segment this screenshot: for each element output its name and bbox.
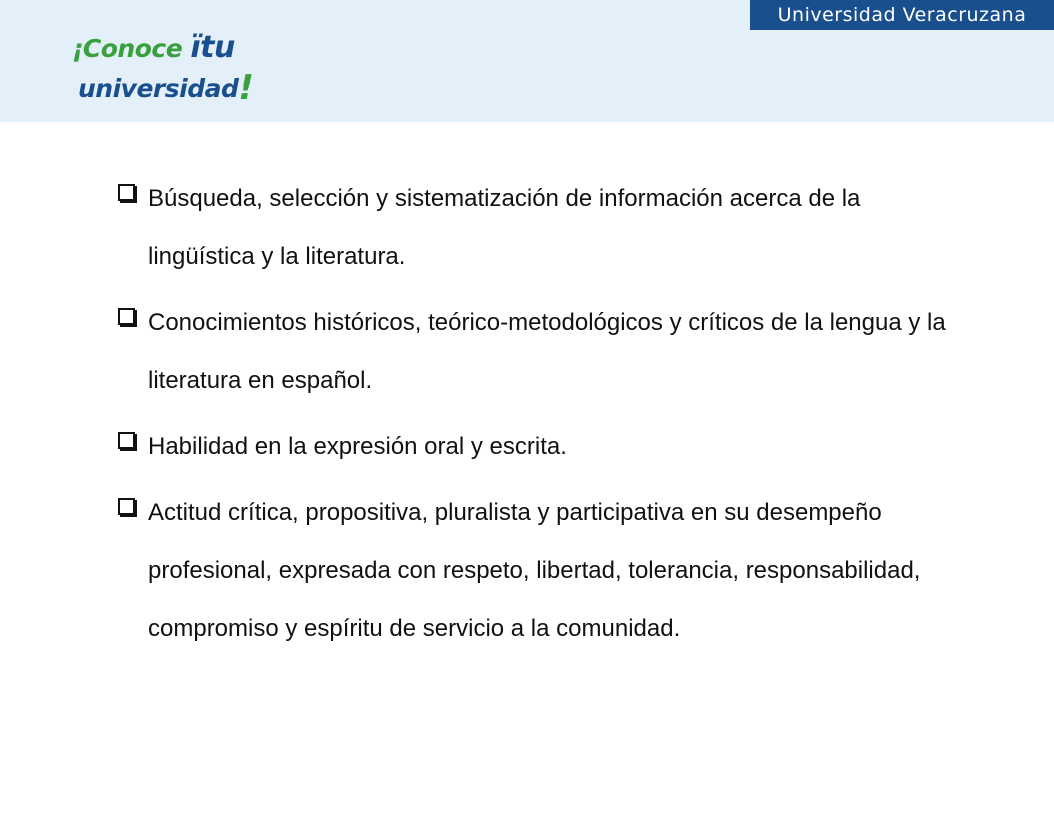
logo-tu-text: u [214,30,235,65]
university-brand-bar: Universidad Veracruzana [750,0,1054,30]
list-item [116,484,956,658]
list-item-text: Actitud crítica, propositiva, pluralista y participativa en su desempeño profesional, expresada con respeto, libertad, tolerancia, responsabilidad, compromiso y espíritu de servicio a la comunidad. [148,499,921,642]
conoce-tu-universidad-logo [72,22,292,108]
list-item [116,418,956,476]
list-item-text: Búsqueda, selección y sistematización de información acerca de la lingüística y la literatura. [148,185,861,270]
logo-line-2 [78,66,253,106]
checkbox-bullet-icon [118,184,135,201]
list-item [116,170,956,286]
logo-line-1 [72,30,235,65]
bullet-list [116,170,956,666]
list-item [116,294,956,410]
logo-exclamation: ! [238,68,254,108]
logo-it-text: ït [190,30,215,65]
checkbox-bullet-icon [118,308,135,325]
logo-conoce-text: ¡Conoce [72,34,183,63]
page-header [0,0,1054,122]
logo-universidad-text: universidad [78,74,239,103]
list-item-text: Habilidad en la expresión oral y escrita. [148,433,567,460]
checkbox-bullet-icon [118,498,135,515]
checkbox-bullet-icon [118,432,135,449]
list-item-text: Conocimientos históricos, teórico-metodológicos y críticos de la lengua y la literatura en español. [148,309,946,394]
